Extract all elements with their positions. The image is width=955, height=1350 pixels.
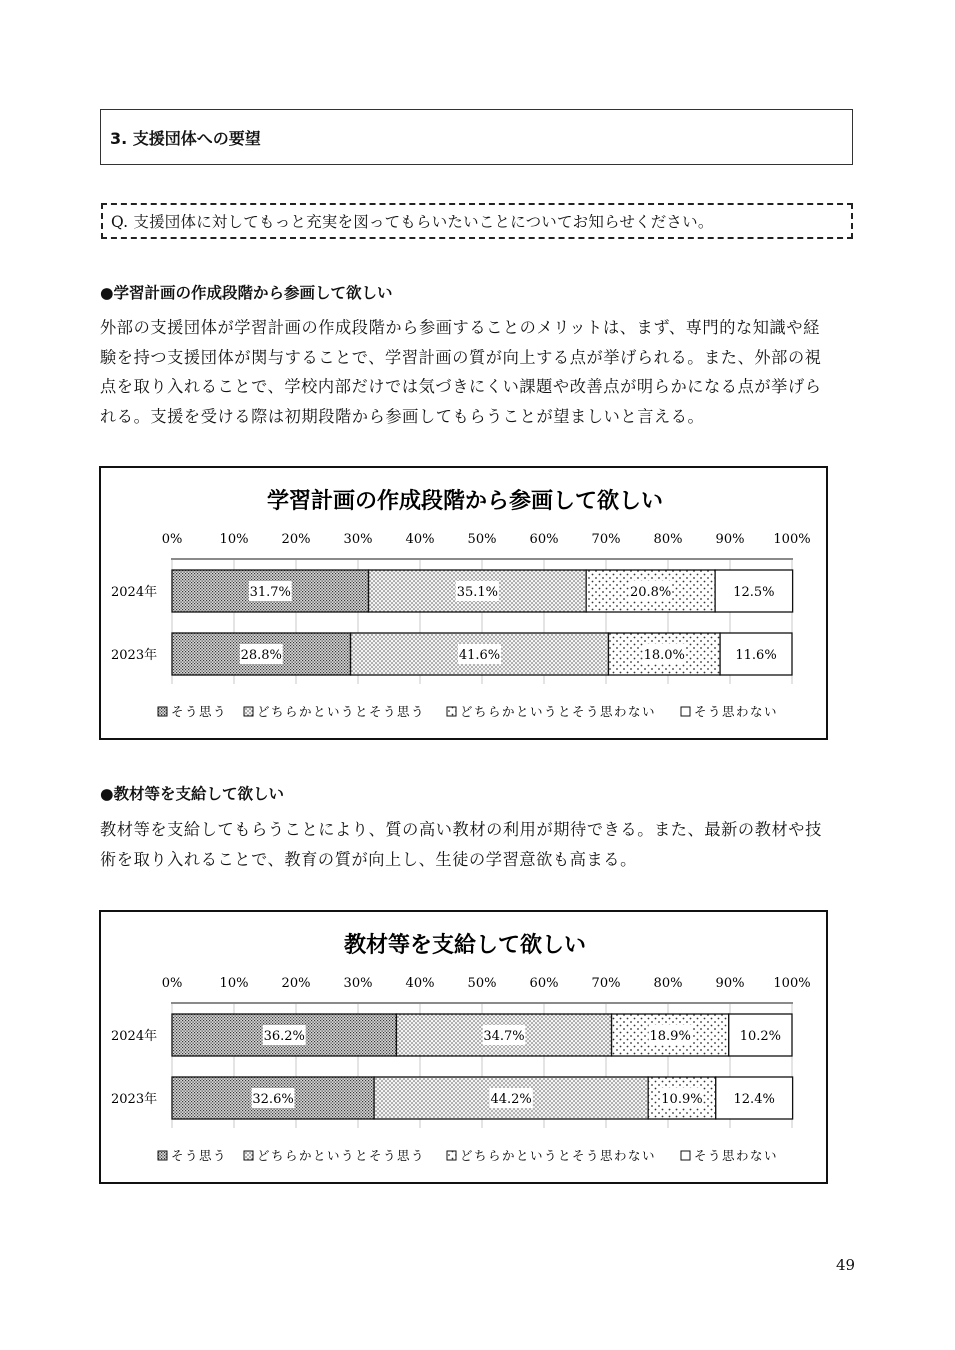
axis-tick-label: 80% <box>653 976 683 991</box>
legend-swatch <box>244 707 253 716</box>
axis-tick-label: 0% <box>161 532 183 547</box>
data-label: 32.6% <box>252 1092 294 1107</box>
data-label: 36.2% <box>263 1029 305 1044</box>
legend-swatch <box>681 1151 690 1160</box>
data-label: 10.9% <box>661 1092 703 1107</box>
axis-tick-label: 10% <box>219 532 249 547</box>
data-label: 34.7% <box>483 1029 525 1044</box>
chart-title: 学習計画の作成段階から参画して欲しい <box>266 489 664 514</box>
question-text: Q. 支援団体に対してもっと充実を図ってもらいたいことについてお知らせください。 <box>111 213 714 231</box>
data-label: 41.6% <box>458 648 501 663</box>
category-label: 2023年 <box>111 1092 158 1107</box>
section-title <box>100 109 853 165</box>
data-label: 20.8% <box>629 585 672 600</box>
topic-paragraph-2 <box>100 815 848 874</box>
data-label: 12.4% <box>733 1092 775 1107</box>
chart-learning-plan <box>99 466 828 740</box>
legend-label: どちらかというとそう思う <box>257 704 426 719</box>
axis-tick-label: 90% <box>715 532 745 547</box>
legend-label: どちらかというとそう思う <box>257 1148 426 1163</box>
legend-swatch <box>244 1151 253 1160</box>
data-label: 44.2% <box>490 1092 532 1107</box>
axis-tick-label: 50% <box>467 976 497 991</box>
data-label: 28.8% <box>240 648 282 663</box>
topic-paragraph-1 <box>100 313 848 431</box>
legend-swatch <box>158 1151 167 1160</box>
section-title-text: 3. 支援団体への要望 <box>110 128 261 148</box>
topic-heading-1: ●学習計画の作成段階から参画して欲しい <box>100 284 393 302</box>
chart-materials-svg <box>101 912 830 1186</box>
data-label: 31.7% <box>249 585 291 600</box>
legend-swatch <box>447 707 456 716</box>
axis-tick-label: 90% <box>715 976 745 991</box>
paragraph-line: 点を取り入れることで、学校内部だけでは気づきにくい課題や改善点が明らかになる点が挙げら <box>100 377 822 396</box>
data-label: 11.6% <box>735 648 777 663</box>
question-box <box>101 203 853 239</box>
legend-swatch <box>681 707 690 716</box>
legend-label: どちらかというとそう思わない <box>460 704 657 719</box>
data-label: 18.0% <box>643 648 685 663</box>
axis-tick-label: 30% <box>343 532 373 547</box>
data-label: 10.2% <box>739 1029 782 1044</box>
axis-tick-label: 20% <box>281 976 311 991</box>
axis-tick-label: 0% <box>161 976 183 991</box>
category-label: 2024年 <box>111 585 158 600</box>
axis-tick-label: 20% <box>281 532 311 547</box>
data-label: 12.5% <box>733 585 775 600</box>
legend-label: そう思わない <box>694 704 779 719</box>
paragraph-line: 術を取り入れることで、教育の質が向上し、生徒の学習意欲も高まる。 <box>100 849 637 869</box>
page-number: 49 <box>836 1256 856 1274</box>
chart-learning-plan-svg <box>101 468 830 742</box>
legend-label: そう思わない <box>694 1148 779 1163</box>
axis-tick-label: 40% <box>405 532 435 547</box>
data-label: 35.1% <box>456 585 499 600</box>
axis-tick-label: 100% <box>773 976 811 991</box>
legend-label: そう思う <box>171 704 228 719</box>
axis-tick-label: 60% <box>529 976 559 991</box>
axis-tick-label: 40% <box>405 976 435 991</box>
paragraph-line: 験を持つ支援団体が関与することで、学習計画の質が向上する点が挙げられる。また、外部の視 <box>100 347 822 367</box>
chart-title: 教材等を支給して欲しい <box>343 933 587 958</box>
axis-tick-label: 70% <box>591 976 621 991</box>
paragraph-line: 外部の支援団体が学習計画の作成段階から参画することのメリットは、まず、専門的な知識や経 <box>100 318 820 337</box>
axis-tick-label: 100% <box>773 532 811 547</box>
topic-heading-2: ●教材等を支給して欲しい <box>100 785 285 803</box>
chart-materials <box>99 910 828 1184</box>
paragraph-line: 教材等を支給してもらうことにより、質の高い教材の利用が期待できる。また、最新の教材や技 <box>100 820 822 839</box>
legend-swatch <box>158 707 167 716</box>
legend-label: どちらかというとそう思わない <box>460 1148 657 1163</box>
paragraph-line: れる。支援を受ける際は初期段階から参画してもらうことが望ましいと言える。 <box>100 406 705 426</box>
category-label: 2023年 <box>111 648 158 663</box>
axis-tick-label: 10% <box>219 976 249 991</box>
axis-tick-label: 50% <box>467 532 497 547</box>
category-label: 2024年 <box>111 1029 158 1044</box>
legend-label: そう思う <box>171 1148 228 1163</box>
axis-tick-label: 70% <box>591 532 621 547</box>
axis-tick-label: 60% <box>529 532 559 547</box>
axis-tick-label: 80% <box>653 532 683 547</box>
data-label: 18.9% <box>649 1029 691 1044</box>
legend-swatch <box>447 1151 456 1160</box>
axis-tick-label: 30% <box>343 976 373 991</box>
